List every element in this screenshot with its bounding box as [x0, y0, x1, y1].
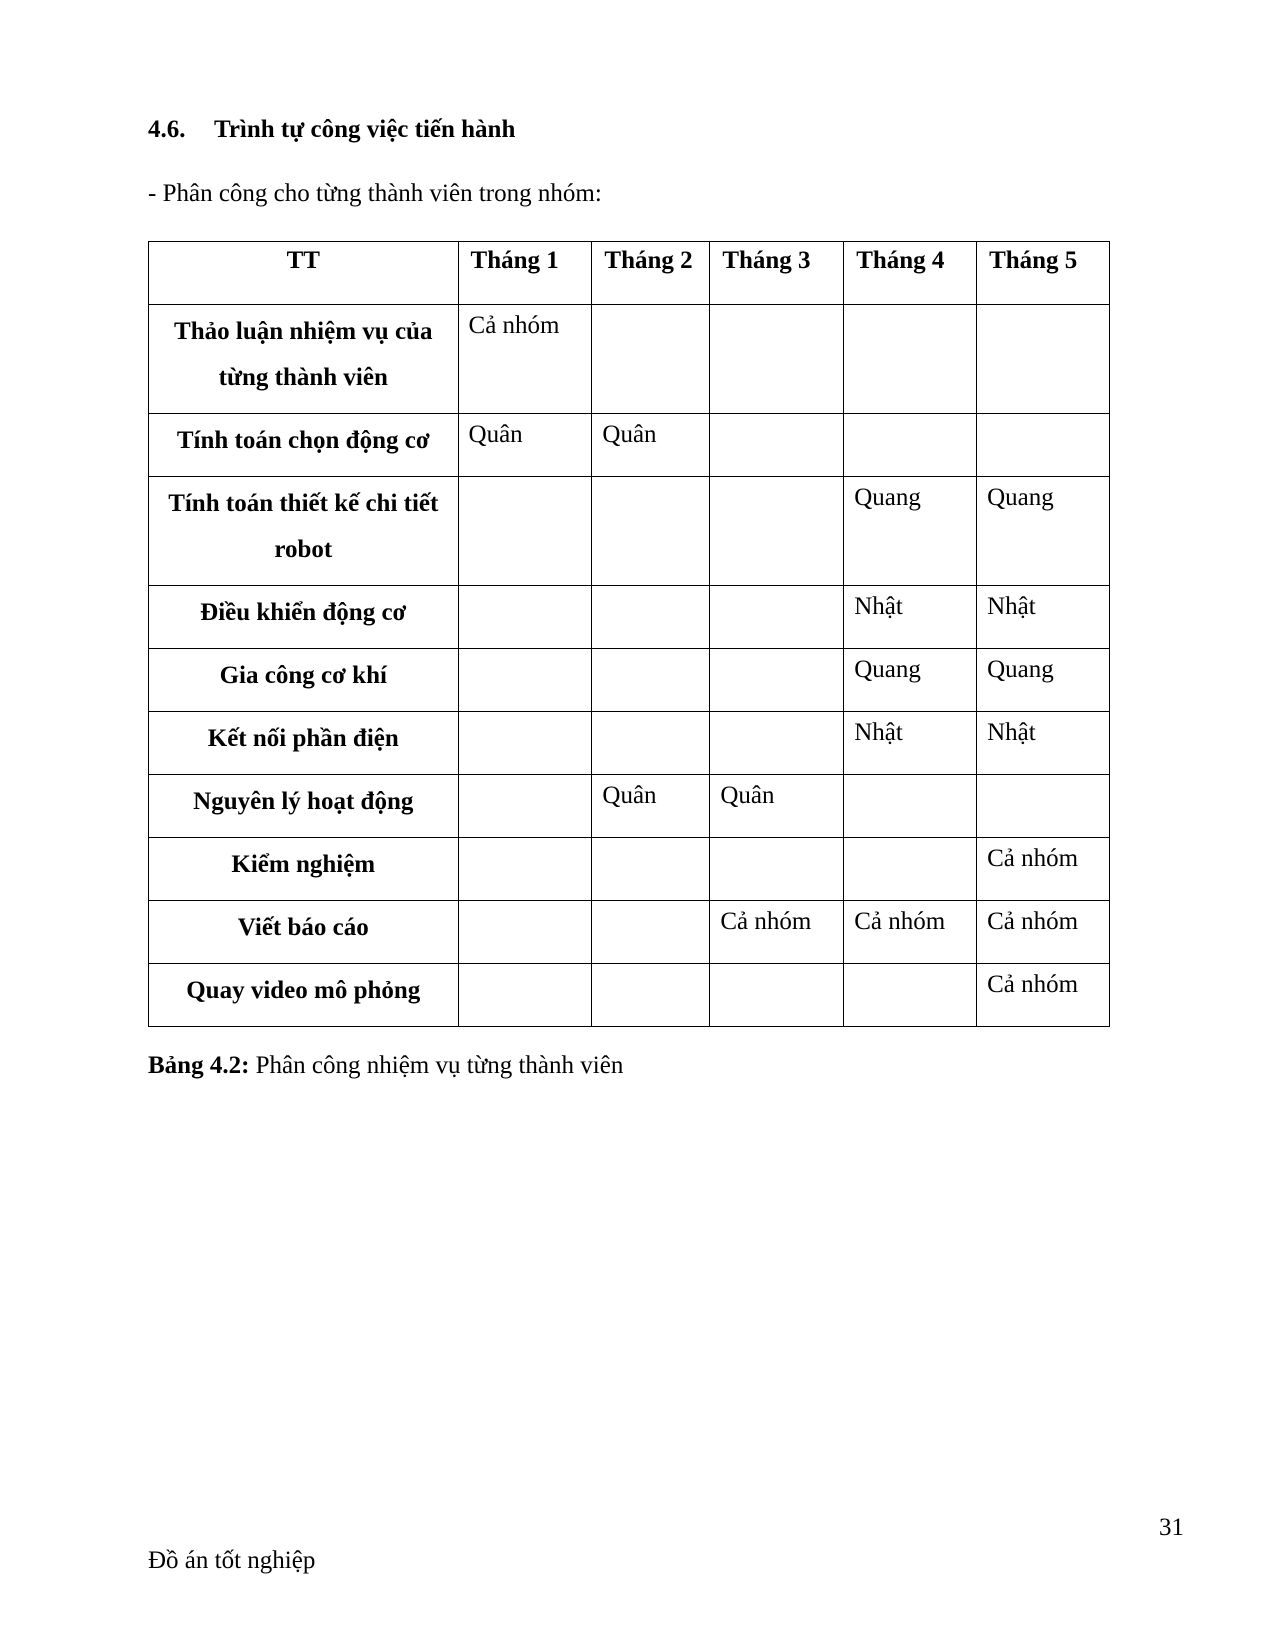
assignment-cell [844, 775, 977, 838]
assignment-table [148, 241, 1110, 1027]
assignment-cell [592, 964, 710, 1027]
assignment-cell: Cả nhóm [977, 838, 1110, 901]
assignment-cell [710, 838, 844, 901]
table-row [149, 712, 1110, 775]
assignment-cell: Cả nhóm [710, 901, 844, 964]
assignment-cell: Nhật [844, 586, 977, 649]
assignment-cell [592, 901, 710, 964]
assignment-cell [977, 305, 1110, 414]
header-month-4: Tháng 4 [844, 242, 977, 305]
header-month-5: Tháng 5 [977, 242, 1110, 305]
table-row [149, 901, 1110, 964]
assignment-cell [458, 649, 592, 712]
assignment-cell: Quang [977, 649, 1110, 712]
assignment-cell [592, 586, 710, 649]
assignment-cell [844, 305, 977, 414]
assignment-cell: Cả nhóm [977, 901, 1110, 964]
task-cell: Gia công cơ khí [149, 649, 459, 712]
assignment-cell: Cả nhóm [977, 964, 1110, 1027]
section-title: Trình tự công việc tiến hành [214, 116, 516, 143]
assignment-cell [710, 649, 844, 712]
assignment-cell [458, 586, 592, 649]
assignment-cell [977, 414, 1110, 477]
assignment-cell [592, 305, 710, 414]
assignment-cell [710, 305, 844, 414]
header-month-1: Tháng 1 [458, 242, 592, 305]
assignment-cell: Quân [592, 414, 710, 477]
assignment-cell: Quang [977, 477, 1110, 586]
assignment-cell [844, 414, 977, 477]
assignment-cell: Nhật [977, 712, 1110, 775]
assignment-cell [458, 775, 592, 838]
assignment-cell: Quang [844, 477, 977, 586]
task-cell: Tính toán thiết kế chi tiết robot [149, 477, 459, 586]
task-cell: Quay video mô phỏng [149, 964, 459, 1027]
intro-text: - Phân công cho từng thành viên trong nhóm: [148, 180, 602, 207]
assignment-cell [844, 964, 977, 1027]
assignment-cell: Cả nhóm [458, 305, 592, 414]
task-cell: Kiểm nghiệm [149, 838, 459, 901]
assignment-cell [592, 649, 710, 712]
assignment-cell: Quân [458, 414, 592, 477]
assignment-cell [844, 838, 977, 901]
task-cell: Thảo luận nhiệm vụ của từng thành viên [149, 305, 459, 414]
task-cell: Viết báo cáo [149, 901, 459, 964]
assignment-cell: Nhật [977, 586, 1110, 649]
section-heading [148, 116, 515, 144]
section-number: 4.6. [148, 116, 186, 143]
assignment-cell [458, 901, 592, 964]
assignment-cell [458, 477, 592, 586]
table-row [149, 477, 1110, 586]
table-row [149, 649, 1110, 712]
assignment-cell [710, 586, 844, 649]
task-cell: Kết nối phần điện [149, 712, 459, 775]
table-row [149, 775, 1110, 838]
assignment-cell [458, 712, 592, 775]
task-cell: Tính toán chọn động cơ [149, 414, 459, 477]
assignment-cell: Quân [710, 775, 844, 838]
table-caption [148, 1052, 623, 1080]
header-month-3: Tháng 3 [710, 242, 844, 305]
task-cell: Nguyên lý hoạt động [149, 775, 459, 838]
caption-text: Phân công nhiệm vụ từng thành viên [249, 1052, 624, 1079]
task-cell: Điều khiển động cơ [149, 586, 459, 649]
table-row [149, 838, 1110, 901]
assignment-cell [710, 477, 844, 586]
assignment-cell [710, 964, 844, 1027]
table-row [149, 414, 1110, 477]
header-month-2: Tháng 2 [592, 242, 710, 305]
assignment-cell: Quân [592, 775, 710, 838]
table-header-row [149, 242, 1110, 305]
header-tt: TT [149, 242, 459, 305]
footer-text: Đồ án tốt nghiệp [148, 1547, 316, 1574]
table-row [149, 586, 1110, 649]
table-row [149, 305, 1110, 414]
assignment-cell [710, 414, 844, 477]
table-row [149, 964, 1110, 1027]
assignment-cell [458, 964, 592, 1027]
assignment-cell [592, 712, 710, 775]
caption-label: Bảng 4.2: [148, 1052, 250, 1079]
assignment-cell [592, 838, 710, 901]
assignment-cell: Quang [844, 649, 977, 712]
assignment-cell [592, 477, 710, 586]
assignment-cell [977, 775, 1110, 838]
page-number: 31 [1159, 1514, 1184, 1541]
assignment-cell: Nhật [844, 712, 977, 775]
assignment-cell: Cả nhóm [844, 901, 977, 964]
assignment-cell [710, 712, 844, 775]
assignment-cell [458, 838, 592, 901]
